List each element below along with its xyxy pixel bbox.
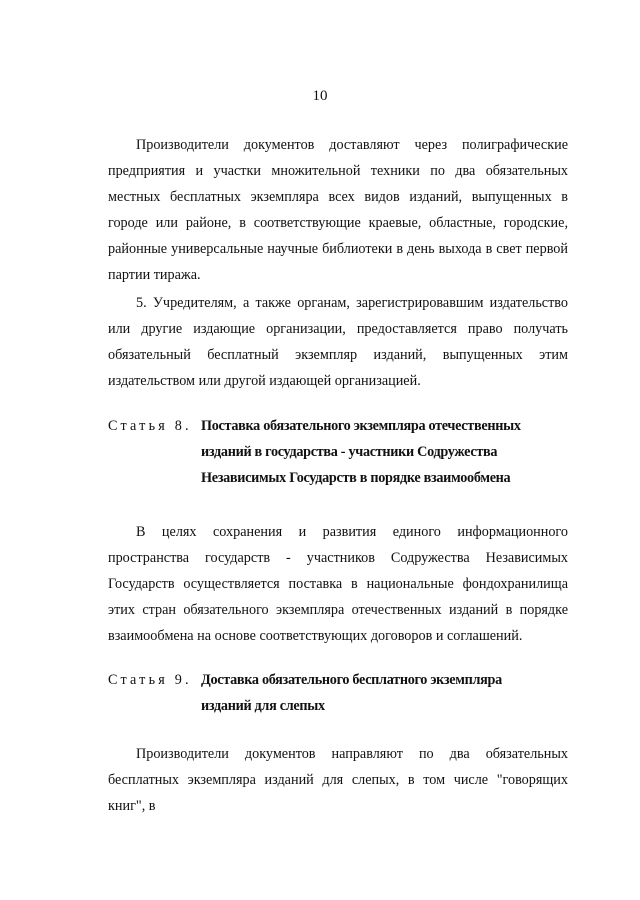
- page-number: 10: [312, 88, 328, 104]
- article-title-line: изданий в государства - участники Содружества: [201, 444, 498, 460]
- article-title-line: Независимых Государств в порядке взаимообмена: [201, 470, 511, 486]
- paragraph: В целях сохранения и развития единого информационного пространства государств - участников Содружества Независимых Государств осуществляется поставка в национальные фондохранилища этих стран обязательного экземпляра отечественных изданий в порядке взаимообмена на основе соответствующих договоров и соглашений.: [108, 524, 568, 644]
- article-label: Статья 9.: [108, 672, 192, 688]
- article-title-line: Поставка обязательного экземпляра отечественных: [201, 418, 521, 434]
- paragraph: 5. Учредителям, а также органам, зарегистрировавшим издательство или другие издающие организации, предоставляется право получать обязательный бесплатный экземпляр изданий, выпущенных этим издательством или другой издающей организацией.: [108, 295, 568, 389]
- article-title: [201, 413, 561, 491]
- article-title-line: изданий для слепых: [201, 698, 325, 714]
- article-label: Статья 8.: [108, 418, 192, 434]
- paragraph: Производители документов направляют по два обязательных бесплатных экземпляра изданий для слепых, в том числе "говорящих книг", в: [108, 746, 568, 814]
- article-title: [201, 667, 561, 719]
- paragraph: Производители документов доставляют через полиграфические предприятия и участки множительной техники по два обязательных местных бесплатных экземпляра всех видов изданий, выпущенных в городе или районе, в соответствующие краевые, областные, городские, районные универсальные научные библиотеки в день выхода в свет первой партии тиража.: [108, 137, 568, 283]
- article-title-line: Доставка обязательного бесплатного экземпляра: [201, 672, 502, 688]
